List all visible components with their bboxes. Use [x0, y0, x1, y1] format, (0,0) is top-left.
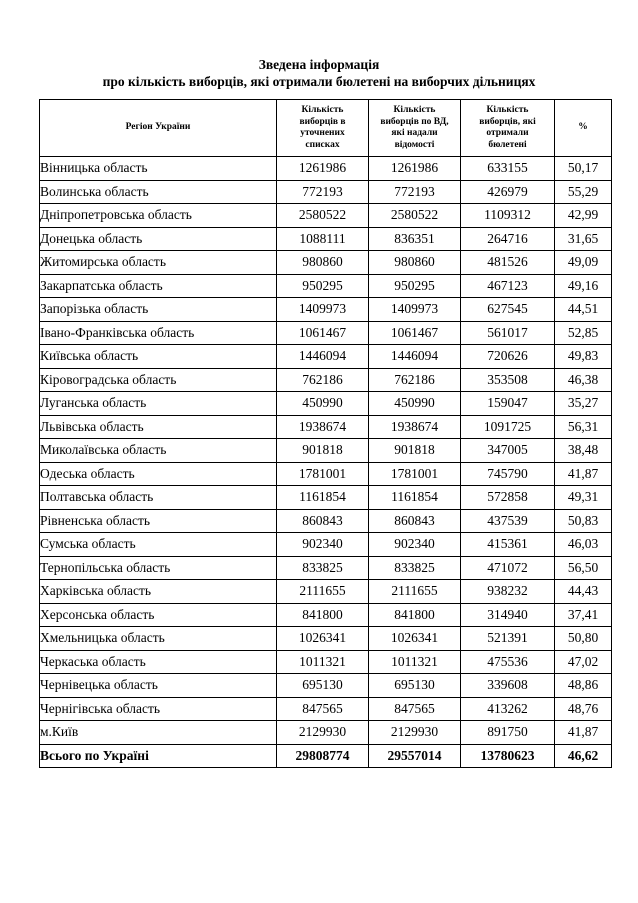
reported-cell: 836351	[369, 227, 461, 251]
percent-cell: 47,02	[555, 650, 612, 674]
region-cell: Чернігівська область	[40, 697, 277, 721]
percent-cell: 44,43	[555, 580, 612, 604]
in-lists-cell: 980860	[277, 251, 369, 275]
percent-cell: 42,99	[555, 204, 612, 228]
table-row	[40, 274, 612, 298]
percent-cell: 48,86	[555, 674, 612, 698]
region-cell: Волинська область	[40, 180, 277, 204]
in-lists-cell: 841800	[277, 603, 369, 627]
reported-cell: 1061467	[369, 321, 461, 345]
table-row	[40, 509, 612, 533]
received-cell: 481526	[461, 251, 555, 275]
percent-cell: 50,80	[555, 627, 612, 651]
table-header-row	[40, 100, 612, 157]
region-cell: Київська область	[40, 345, 277, 369]
percent-cell: 55,29	[555, 180, 612, 204]
percent-cell: 38,48	[555, 439, 612, 463]
received-cell: 891750	[461, 721, 555, 745]
reported-cell: 2111655	[369, 580, 461, 604]
percent-cell: 41,87	[555, 462, 612, 486]
received-cell: 627545	[461, 298, 555, 322]
header-voters-reported: Кількість виборців по ВД, які надали відомості	[369, 100, 461, 157]
in-lists-cell: 847565	[277, 697, 369, 721]
reported-cell: 833825	[369, 556, 461, 580]
reported-cell: 772193	[369, 180, 461, 204]
region-cell: Миколаївська область	[40, 439, 277, 463]
region-cell: Вінницька область	[40, 157, 277, 181]
table-row	[40, 298, 612, 322]
reported-cell: 901818	[369, 439, 461, 463]
header-voters-in-lists: Кількість виборців в уточнених списках	[277, 100, 369, 157]
table-row	[40, 556, 612, 580]
received-cell: 633155	[461, 157, 555, 181]
in-lists-cell: 860843	[277, 509, 369, 533]
table-row	[40, 204, 612, 228]
table-row	[40, 180, 612, 204]
percent-cell: 50,17	[555, 157, 612, 181]
received-cell: 314940	[461, 603, 555, 627]
percent-cell: 46,03	[555, 533, 612, 557]
percent-cell: 46,38	[555, 368, 612, 392]
in-lists-cell: 772193	[277, 180, 369, 204]
received-cell: 347005	[461, 439, 555, 463]
document-title: Зведена інформація	[258, 57, 380, 72]
reported-cell: 2580522	[369, 204, 461, 228]
in-lists-cell: 1026341	[277, 627, 369, 651]
percent-cell: 56,31	[555, 415, 612, 439]
in-lists-cell: 1446094	[277, 345, 369, 369]
percent-cell: 56,50	[555, 556, 612, 580]
received-cell: 426979	[461, 180, 555, 204]
reported-cell: 695130	[369, 674, 461, 698]
percent-cell: 31,65	[555, 227, 612, 251]
reported-cell: 980860	[369, 251, 461, 275]
reported-cell: 860843	[369, 509, 461, 533]
table-row	[40, 321, 612, 345]
in-lists-cell: 1088111	[277, 227, 369, 251]
table-row	[40, 227, 612, 251]
table-row	[40, 650, 612, 674]
region-cell: Чернівецька область	[40, 674, 277, 698]
table-row	[40, 439, 612, 463]
region-cell: Запорізька область	[40, 298, 277, 322]
region-cell: Рівненська область	[40, 509, 277, 533]
table-row	[40, 392, 612, 416]
percent-cell: 49,16	[555, 274, 612, 298]
table-row	[40, 697, 612, 721]
region-cell: Хмельницька область	[40, 627, 277, 651]
reported-cell: 1011321	[369, 650, 461, 674]
in-lists-cell: 2129930	[277, 721, 369, 745]
received-cell: 264716	[461, 227, 555, 251]
received-cell: 413262	[461, 697, 555, 721]
reported-cell: 1938674	[369, 415, 461, 439]
table-row	[40, 580, 612, 604]
header-voters-received-ballots: Кількість виборців, які отримали бюлетені	[461, 100, 555, 157]
document-subtitle: про кількість виборців, які отримали бюлетені на виборчих дільницях	[102, 74, 536, 89]
received-cell: 720626	[461, 345, 555, 369]
percent-cell: 49,09	[555, 251, 612, 275]
received-cell: 561017	[461, 321, 555, 345]
region-cell: Донецька область	[40, 227, 277, 251]
received-cell: 938232	[461, 580, 555, 604]
percent-cell: 49,31	[555, 486, 612, 510]
in-lists-cell: 1409973	[277, 298, 369, 322]
region-cell: Сумська область	[40, 533, 277, 557]
received-cell: 437539	[461, 509, 555, 533]
table-row	[40, 345, 612, 369]
table-row	[40, 462, 612, 486]
total-percent-cell: 46,62	[555, 744, 612, 768]
reported-cell: 847565	[369, 697, 461, 721]
in-lists-cell: 450990	[277, 392, 369, 416]
table-row	[40, 674, 612, 698]
percent-cell: 52,85	[555, 321, 612, 345]
received-cell: 745790	[461, 462, 555, 486]
total-region-cell: Всього по Україні	[40, 744, 277, 768]
received-cell: 415361	[461, 533, 555, 557]
voters-table	[39, 99, 612, 768]
in-lists-cell: 1011321	[277, 650, 369, 674]
in-lists-cell: 2111655	[277, 580, 369, 604]
received-cell: 467123	[461, 274, 555, 298]
reported-cell: 1781001	[369, 462, 461, 486]
region-cell: Кіровоградська область	[40, 368, 277, 392]
region-cell: м.Київ	[40, 721, 277, 745]
in-lists-cell: 901818	[277, 439, 369, 463]
in-lists-cell: 1261986	[277, 157, 369, 181]
in-lists-cell: 950295	[277, 274, 369, 298]
table-row	[40, 486, 612, 510]
reported-cell: 2129930	[369, 721, 461, 745]
region-cell: Одеська область	[40, 462, 277, 486]
in-lists-cell: 1938674	[277, 415, 369, 439]
reported-cell: 1161854	[369, 486, 461, 510]
received-cell: 1109312	[461, 204, 555, 228]
region-cell: Закарпатська область	[40, 274, 277, 298]
region-cell: Луганська область	[40, 392, 277, 416]
percent-cell: 37,41	[555, 603, 612, 627]
received-cell: 1091725	[461, 415, 555, 439]
table-row	[40, 415, 612, 439]
received-cell: 521391	[461, 627, 555, 651]
in-lists-cell: 762186	[277, 368, 369, 392]
table-row	[40, 368, 612, 392]
in-lists-cell: 833825	[277, 556, 369, 580]
received-cell: 475536	[461, 650, 555, 674]
reported-cell: 1026341	[369, 627, 461, 651]
reported-cell: 1409973	[369, 298, 461, 322]
table-row	[40, 627, 612, 651]
reported-cell: 902340	[369, 533, 461, 557]
region-cell: Житомирська область	[40, 251, 277, 275]
region-cell: Херсонська область	[40, 603, 277, 627]
percent-cell: 48,76	[555, 697, 612, 721]
in-lists-cell: 1161854	[277, 486, 369, 510]
in-lists-cell: 902340	[277, 533, 369, 557]
in-lists-cell: 1061467	[277, 321, 369, 345]
table-row	[40, 533, 612, 557]
percent-cell: 50,83	[555, 509, 612, 533]
reported-cell: 1446094	[369, 345, 461, 369]
reported-cell: 762186	[369, 368, 461, 392]
region-cell: Черкаська область	[40, 650, 277, 674]
region-cell: Тернопільська область	[40, 556, 277, 580]
received-cell: 471072	[461, 556, 555, 580]
total-received-cell: 13780623	[461, 744, 555, 768]
percent-cell: 41,87	[555, 721, 612, 745]
received-cell: 572858	[461, 486, 555, 510]
reported-cell: 1261986	[369, 157, 461, 181]
percent-cell: 49,83	[555, 345, 612, 369]
reported-cell: 950295	[369, 274, 461, 298]
total-in-lists-cell: 29808774	[277, 744, 369, 768]
received-cell: 353508	[461, 368, 555, 392]
in-lists-cell: 695130	[277, 674, 369, 698]
table-row	[40, 721, 612, 745]
header-percent: %	[555, 100, 612, 157]
region-cell: Львівська область	[40, 415, 277, 439]
table-row	[40, 157, 612, 181]
region-cell: Харківська область	[40, 580, 277, 604]
percent-cell: 44,51	[555, 298, 612, 322]
reported-cell: 841800	[369, 603, 461, 627]
in-lists-cell: 1781001	[277, 462, 369, 486]
table-row	[40, 251, 612, 275]
header-region: Регіон України	[40, 100, 277, 157]
in-lists-cell: 2580522	[277, 204, 369, 228]
total-reported-cell: 29557014	[369, 744, 461, 768]
total-row	[40, 744, 612, 768]
region-cell: Полтавська область	[40, 486, 277, 510]
reported-cell: 450990	[369, 392, 461, 416]
percent-cell: 35,27	[555, 392, 612, 416]
region-cell: Івано-Франківська область	[40, 321, 277, 345]
received-cell: 339608	[461, 674, 555, 698]
region-cell: Дніпропетровська область	[40, 204, 277, 228]
table-row	[40, 603, 612, 627]
received-cell: 159047	[461, 392, 555, 416]
